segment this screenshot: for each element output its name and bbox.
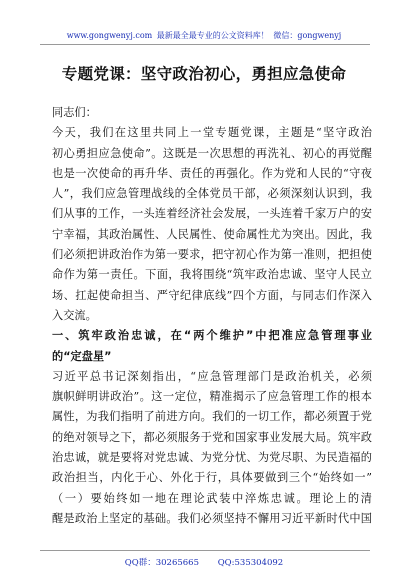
body-line: 政治担当，内化于心、外化于行，具体要做到三个“始终如一” [52,471,372,485]
body-line: 同志们： [52,106,97,119]
body-line: 属性，为我们指明了前进方向。我们的一切工作，都必须置于党 [52,410,372,424]
body-line: 醒是政治上坚定的基础。我们必须坚持不懈用习近平新时代中国 [52,511,372,525]
body-line: 入交流。 [52,308,97,322]
body-line: 也是一次使命的再升华、责任的再强化。作为党和人民的“守夜 [52,166,372,180]
body-line: 的“定盘星” [52,349,112,363]
document-body [52,103,372,529]
body-line: 的绝对领导之下，都必须服务于党和国家事业发展大局。筑牢政 [52,430,372,444]
footer-qq: QQ:535304092 [217,558,284,568]
body-line: 初心勇担应急使命”。这既是一次思想的再洗礼、初心的再觉醒 [52,146,372,160]
footer-divider [40,550,370,551]
header-divider [40,44,370,45]
header-wechat: 微信：gongwenyj [273,31,342,40]
body-line: 一、筑牢政治忠诚，在“两个维护”中把准应急管理事业 [52,329,372,343]
body-line: 宁幸福，其政治属性、人民属性、使命属性尤为突出。因此，我 [52,227,372,241]
body-line: 场、扛起使命担当、严守纪律底线”四个方面，与同志们作深入 [52,288,372,302]
body-line: 旗帜鲜明讲政治”。这一定位，精准揭示了应急管理工作的根本 [52,390,372,404]
body-line: 习近平总书记深刻指出，“应急管理部门是政治机关，必须 [52,369,372,383]
document-title: 专题党课：坚守政治初心，勇担应急使命 [61,65,347,83]
body-line: 们必须把讲政治作为第一要求，把守初心作为第一准则，把担使 [52,248,372,262]
page-footer [0,556,408,568]
body-line: 们从事的工作，一头连着经济社会发展，一头连着千家万户的安 [52,207,372,221]
body-line: 治忠诚，就是要将对党忠诚、为党分忧、为党尽职、为民造福的 [52,451,372,465]
page-header [0,30,408,41]
body-line: 今天，我们在这里共同上一堂专题党课，主题是“坚守政治 [52,126,372,140]
body-line: 人”，我们应急管理战线的全体党员干部，必须深刻认识到，我 [52,187,372,201]
body-line: 命作为第一责任。下面，我将围绕“筑牢政治忠诚、坚守人民立 [52,268,372,282]
header-slogan: 最新最全最专业的公文资料库！ [156,31,269,40]
body-line: （一）要始终如一地在理论武装中淬炼忠诚。理论上的清 [52,491,372,505]
footer-qq-group: QQ群：30265665 [124,558,199,568]
header-website[interactable]: www.gongwenyj.com [66,31,153,40]
